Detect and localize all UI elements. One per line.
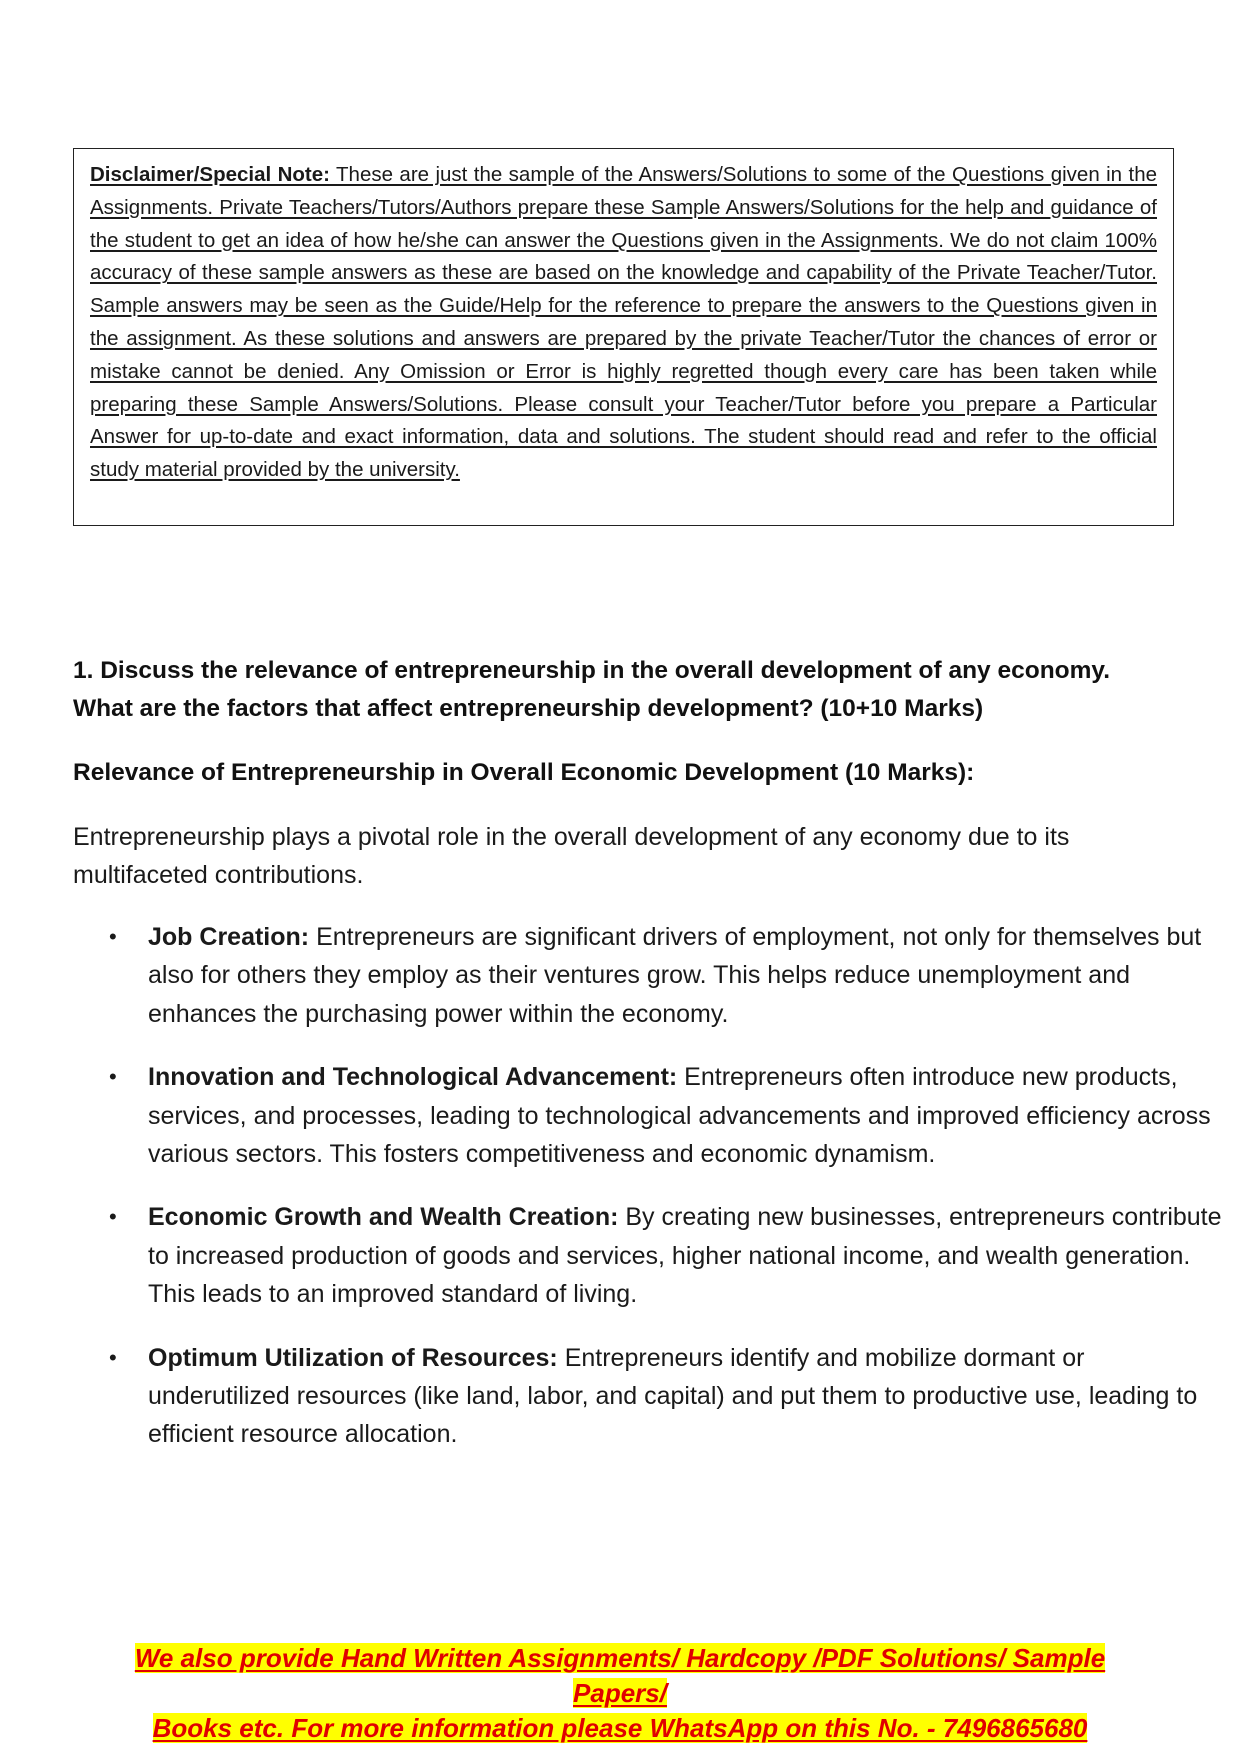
bullet-text: By creating new businesses, entrepreneurs contribute to increased production of goods and services, higher national income, and wealth generation. This leads to an improved standard of living. (148, 1203, 1222, 1309)
list-item (73, 918, 1233, 1033)
disclaimer-text: These are just the sample of the Answers/Solutions to some of the Questions given in the Assignments. Private Teachers/Tutors/Authors prepare these Sample Answers/Solutions for the help and guidance of the student to get an idea of how he/she can answer the Questions given in the Assignments. We do not claim 100% accuracy of these sample answers as these are based on the knowledge and capability of the Private Teacher/Tutor. Sample answers may be seen as the Guide/Help for the reference to prepare the answers to the Questions given in the assignment. As these solutions and answers are prepared by the private Teacher/Tutor the chances of error or mistake cannot be denied. Any Omission or Error is highly regretted though every care has been taken while preparing these Sample Answers/Solutions. Please consult your Teacher/Tutor before you prepare a Particular Answer for up-to-date and exact information, data and solutions. The student should read and refer to the official study material provided by the university. (90, 163, 1157, 482)
bullet-icon: • (109, 924, 117, 949)
bullet-term: Innovation and Technological Advancement: (148, 1063, 678, 1092)
bullet-text: Entrepreneurs identify and mobilize dormant or underutilized resources (like land, labor, and capital) and put them to productive use, leading to efficient resource allocation. (148, 1343, 1198, 1449)
bullet-term: Optimum Utilization of Resources: (148, 1343, 558, 1372)
list-item (73, 1198, 1233, 1313)
question-line-2: What are the factors that affect entrepreneurship development? (10+10 Marks) (73, 695, 984, 722)
disclaimer-box (73, 148, 1174, 526)
disclaimer-lead: Disclaimer/Special Note: (90, 163, 330, 186)
promo-banner (100, 1641, 1140, 1746)
bullet-text: Entrepreneurs often introduce new products, services, and processes, leading to technological advancements and improved efficiency across various sectors. This fosters competitiveness and economic dynamism. (148, 1063, 1211, 1169)
promo-line-1: We also provide Hand Written Assignments/ Hardcopy /PDF Solutions/ Sample Papers/ (134, 1643, 1106, 1708)
bullet-icon: • (109, 1344, 117, 1370)
bullet-icon: • (109, 1204, 117, 1230)
bullet-list (73, 918, 1222, 1479)
bullet-term: Economic Growth and Wealth Creation: (148, 1203, 619, 1232)
question-heading (73, 652, 1173, 728)
bullet-text: Entrepreneurs are significant drivers of employment, not only for themselves but also for others they employ as their ventures grow. This helps reduce unemployment and enhances the purchasing power within the economy. (148, 923, 1202, 1028)
bullet-term: Job Creation: (148, 923, 310, 951)
list-item (73, 1058, 1233, 1173)
intro-paragraph: Entrepreneurship plays a pivotal role in the overall development of any economy due to its multifaceted contributions. (73, 823, 1070, 889)
list-item (73, 1339, 1233, 1454)
promo-line-2: Books etc. For more information please WhatsApp on this No. - 7496865680 (152, 1713, 1088, 1743)
question-line-1: 1. Discuss the relevance of entrepreneurship in the overall development of any economy. (73, 657, 1111, 684)
section-heading: Relevance of Entrepreneurship in Overall Economic Development (10 Marks): (73, 759, 975, 786)
bullet-icon: • (109, 1064, 117, 1090)
